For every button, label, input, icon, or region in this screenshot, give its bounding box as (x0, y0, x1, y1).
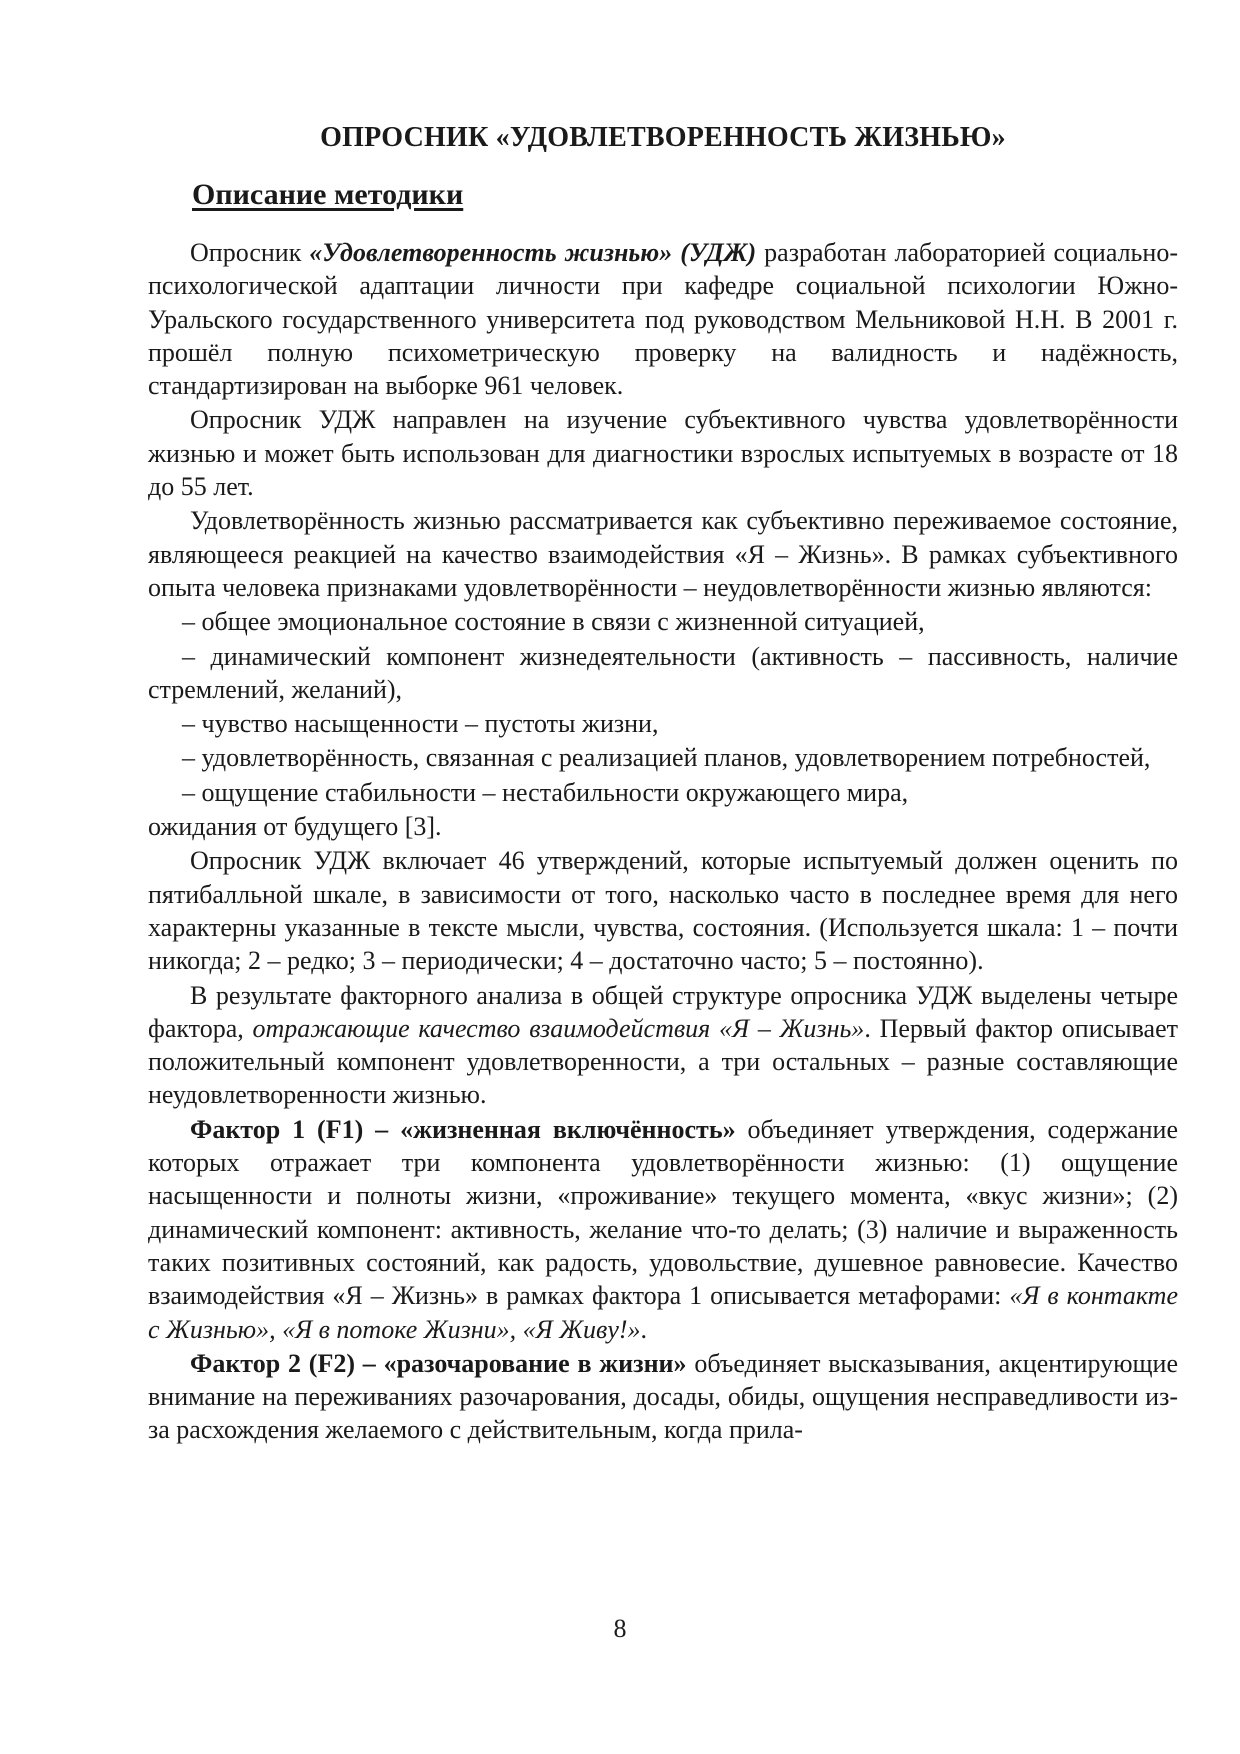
paragraph-factor-1: Фактор 1 (F1) – «жизненная включённость» объединяет утверждения, содержание которых отражает три компонента удовлетворённости жизнью: (1) ощущение насыщенности и полноты жизни, «проживание» текущего момента, «вкус жизни»; (2) динамический компонент: активность, желание что-то делать; (3) наличие и выраженность таких позитивных состояний, как радость, удовольствие, душевное равновесие. Качество взаимодействия «Я – Жизнь» в рамках фактора 1 описывается метафорами: «Я в контакте с Жизнью», «Я в потоке Жизни», «Я Живу!». (148, 1114, 1178, 1344)
list-tail: ожидания от будущего [3]. (148, 812, 442, 842)
page-title: ОПРОСНИК «УДОВЛЕТВОРЕННОСТЬ ЖИЗНЬЮ» (320, 122, 1006, 153)
list-item: – чувство насыщенности – пустоты жизни, (182, 709, 659, 739)
paragraph-factor-2: Фактор 2 (F2) – «разочарование в жизни» объединяет высказывания, акцентирующие внимание на переживаниях разочарования, досады, обиды, ощущения несправедливости из-за расхождения желаемого с действительным, когда прила- (148, 1348, 1178, 1445)
section-heading: Описание методики (192, 178, 464, 211)
paragraph-definition: Удовлетворённость жизнью рассматривается как субъективно переживаемое состояние, являющееся реакцией на качество взаимодействия «Я – Жизнь». В рамках субъективного опыта человека признаками удовлетворённости – неудовлетворённости жизнью являются: (148, 506, 1178, 602)
list-item: – ощущение стабильности – нестабильности окружающего мира, (182, 777, 909, 807)
factor-1-heading: Фактор 1 (F1) – «жизненная включённость» (190, 1114, 736, 1144)
page-number: 8 (613, 1614, 627, 1643)
paragraph-purpose: Опросник УДЖ направлен на изучение субъективного чувства удовлетворённости жизнью и может быть использован для диагностики взрослых испытуемых в возрасте от 18 до 55 лет. (148, 405, 1178, 502)
questionnaire-name: «Удовлетворенность жизнью» (УДЖ) (309, 238, 757, 267)
paragraph-factors: В результате факторного анализа в общей структуре опросника УДЖ выделены четыре фактора, отражающие качество взаимодействия «Я – Жизнь». Первый фактор описывает положительный компонент удовлетворенности, а три остальных – разные составляющие неудовлетворенности жизнью. (148, 980, 1178, 1110)
list-item: – удовлетворённость, связанная с реализацией планов, удовлетворением потребностей, (182, 743, 1151, 773)
list-item: – общее эмоциональное состояние в связи с жизненной ситуацией, (182, 607, 925, 637)
body-text (148, 236, 1178, 1448)
paragraph-scale: Опросник УДЖ включает 46 утверждений, которые испытуемый должен оценить по пятибалльной шкале, в зависимости от того, насколько часто в последнее время для него характерны указанные в тексте мысли, чувства, состояния. (Используется шкала: 1 – почти никогда; 2 – редко; 3 – периодически; 4 – достаточно часто; 5 – постоянно). (148, 846, 1178, 976)
factor-2-heading: Фактор 2 (F2) – «разочарование в жизни» (190, 1348, 687, 1378)
paragraph-intro: Опросник «Удовлетворенность жизнью» (УДЖ) разработан лабораторией социально-психологической адаптации личности при кафедре социальной психологии Южно-Уральского государственного университета под руководством Мельниковой Н.Н. В 2001 г. прошёл полную психометрическую проверку на валидность и надёжность, стандартизирован на выборке 961 человек. (148, 238, 1178, 401)
list-item: – динамический компонент жизнедеятельности (активность – пассивность, наличие стремлений, желаний), (148, 641, 1178, 704)
